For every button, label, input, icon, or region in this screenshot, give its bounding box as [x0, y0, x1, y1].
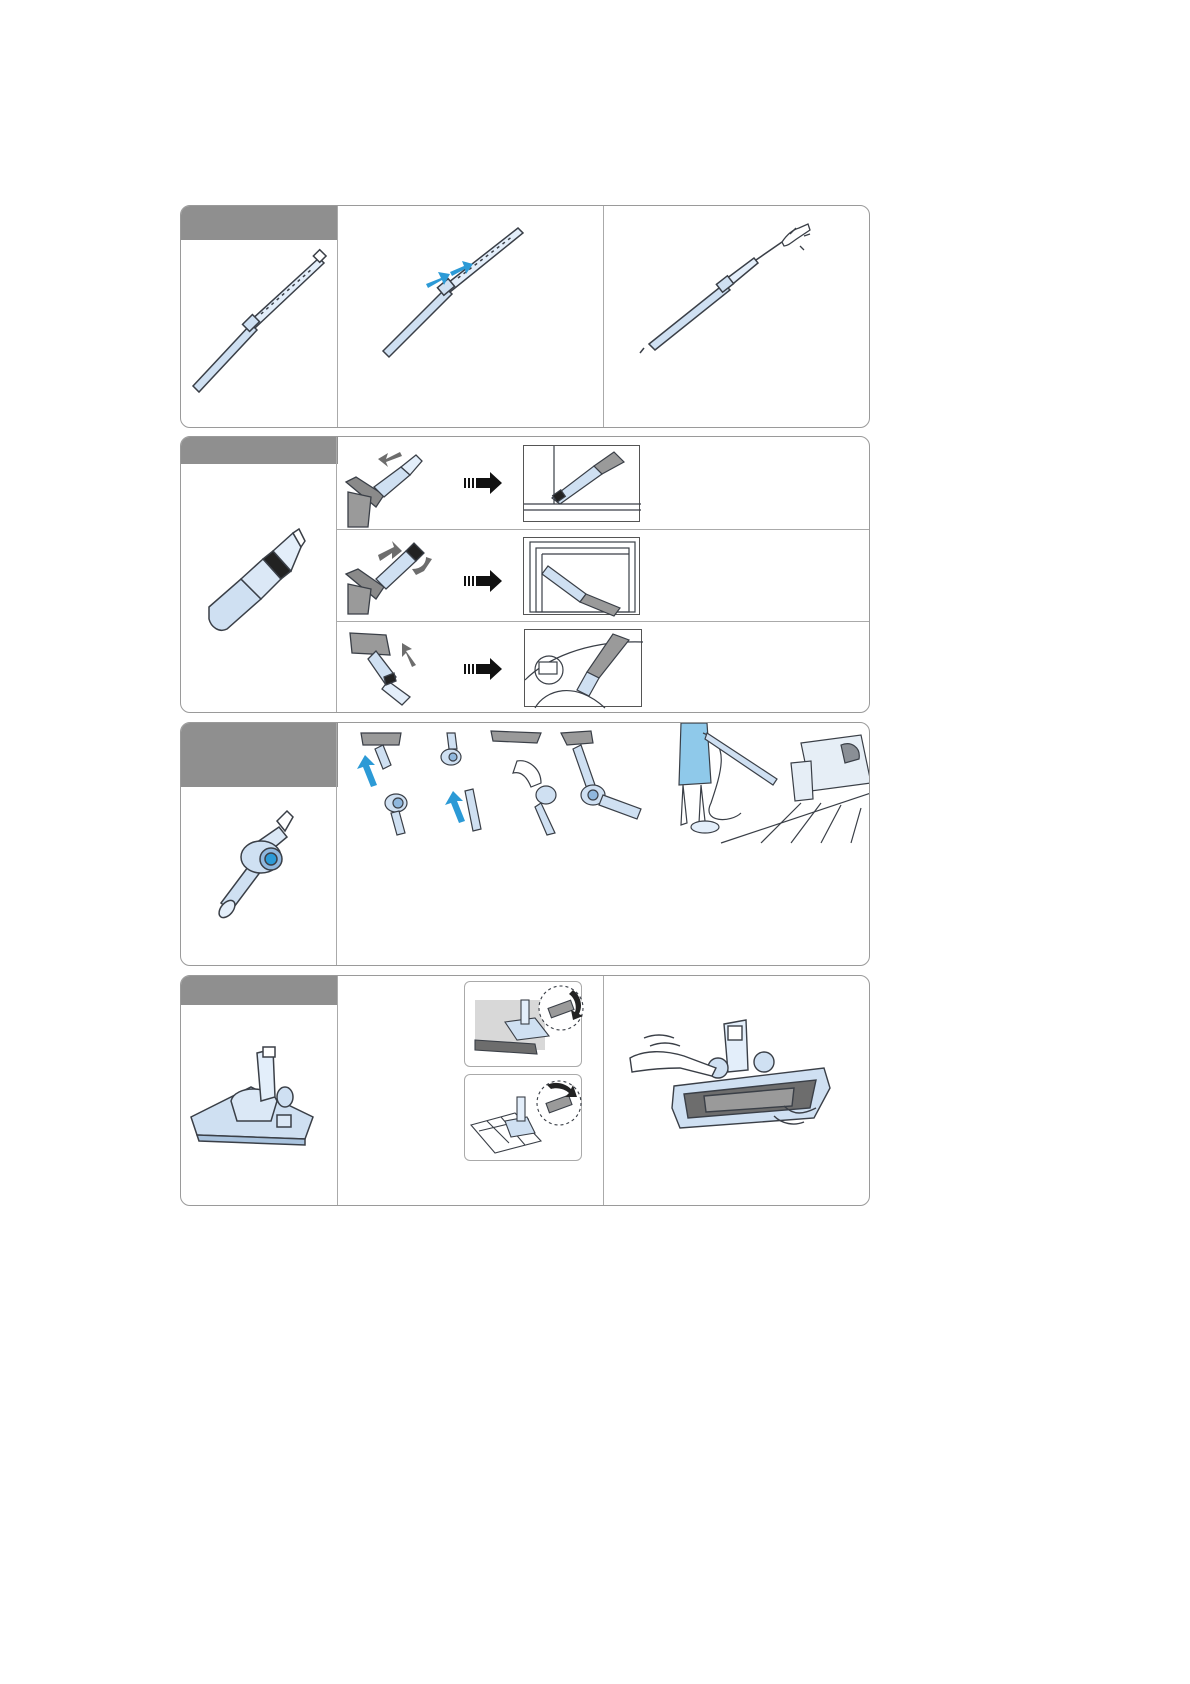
next-step-arrow-icon	[464, 657, 504, 681]
floor-mode-illustration	[464, 1074, 582, 1161]
floor-brush-icon	[181, 1005, 337, 1206]
hose-joint-panel	[180, 722, 870, 966]
section-tab	[181, 723, 338, 787]
floor-brush-panel	[180, 975, 870, 1206]
crevice-upholstery-icon	[525, 630, 643, 708]
crevice-attach-icon	[336, 437, 436, 529]
column-divider	[336, 723, 337, 965]
hose-attach-icon	[341, 729, 661, 839]
pipe-adjust-icon	[338, 206, 603, 428]
telescopic-pipe-panel	[180, 205, 870, 428]
telescopic-pipe-icon	[181, 206, 338, 428]
crevice-upholstery-illustration	[524, 629, 642, 707]
carpet-mode-illustration	[464, 981, 582, 1067]
hose-joint-icon	[181, 787, 336, 966]
crevice-rotate-icon	[336, 529, 436, 621]
pipe-clean-icon	[604, 206, 869, 428]
crevice-window-icon	[524, 538, 641, 616]
brush-clean-icon	[604, 976, 869, 1206]
crevice-corner-illustration	[523, 445, 640, 522]
next-step-arrow-icon	[464, 569, 504, 593]
column-divider	[337, 976, 338, 1205]
crevice-angle-icon	[336, 621, 436, 713]
vacuuming-user-icon	[661, 723, 870, 843]
section-tab	[181, 976, 338, 1005]
crevice-tool-panel	[180, 436, 870, 713]
next-step-arrow-icon	[464, 471, 504, 495]
carpet-mode-icon	[465, 982, 583, 1068]
crevice-tool-icon	[181, 437, 336, 713]
floor-mode-icon	[465, 1075, 583, 1162]
crevice-corner-icon	[524, 446, 641, 523]
crevice-window-illustration	[523, 537, 640, 615]
